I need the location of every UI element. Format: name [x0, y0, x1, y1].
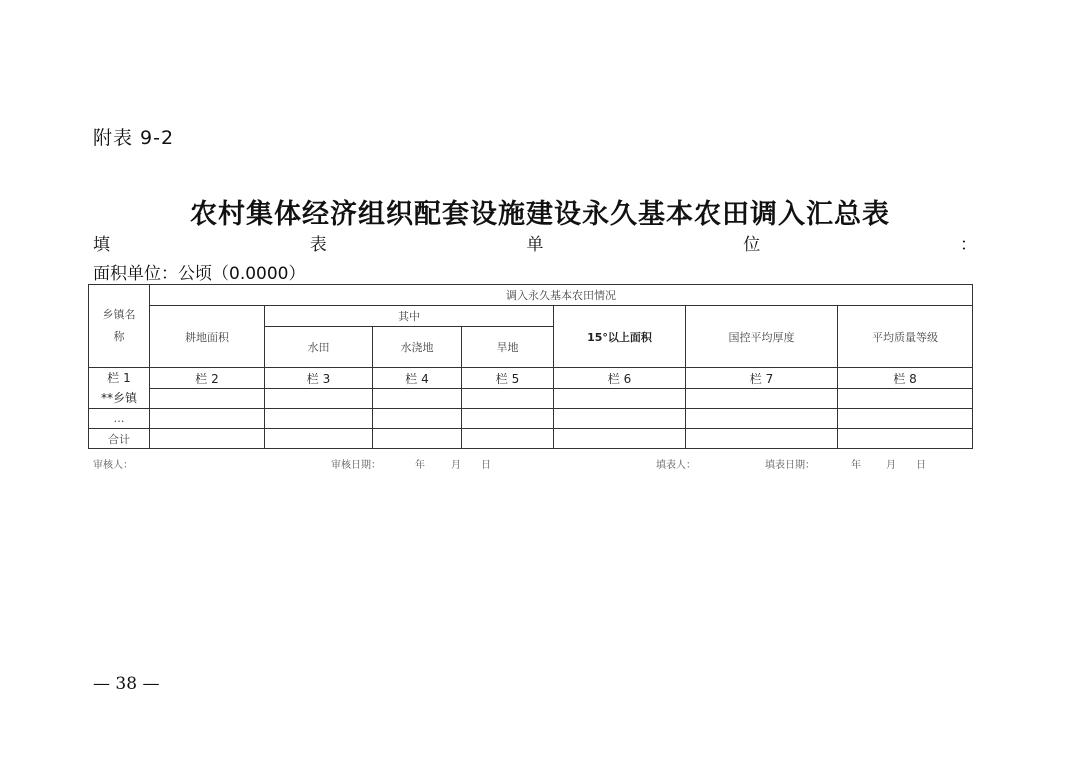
- irrigated-header: 水浇地: [373, 327, 462, 368]
- paddy-header: 水田: [265, 327, 373, 368]
- table-cell: [150, 429, 265, 449]
- column-number: 栏 5: [462, 368, 554, 389]
- dry-land-header: 旱地: [462, 327, 554, 368]
- table-cell: [265, 409, 373, 429]
- table-cell: [554, 389, 686, 409]
- fill-day: 日: [916, 460, 926, 471]
- table-cell: [373, 409, 462, 429]
- table-cell: [373, 389, 462, 409]
- fill-unit-char: 填: [93, 235, 110, 255]
- review-day: 日: [481, 460, 491, 471]
- transfer-in-header: 调入永久基本农田情况: [150, 285, 973, 306]
- slope-area-header: 15°以上面积: [554, 306, 686, 368]
- column-number: 栏 8: [838, 368, 973, 389]
- review-date-label: 审核日期：: [331, 460, 381, 471]
- table-cell: [686, 409, 838, 429]
- table-cell: [265, 429, 373, 449]
- total-row-label: 合计: [89, 429, 150, 449]
- table-cell: [686, 429, 838, 449]
- attachment-label: 附表 9-2: [93, 127, 175, 149]
- table-cell: [462, 389, 554, 409]
- column-number: 栏 1: [107, 371, 131, 385]
- fill-unit-char: 表: [309, 235, 327, 255]
- review-month: 月: [451, 460, 461, 471]
- column-number: 栏 6: [554, 368, 686, 389]
- table-cell: [373, 429, 462, 449]
- column-number: 栏 3: [265, 368, 373, 389]
- fill-month: 月: [886, 460, 896, 471]
- town-row-label: **乡镇: [100, 391, 137, 405]
- including-header: 其中: [265, 306, 554, 327]
- fill-date-label: 填表日期：: [765, 460, 815, 471]
- table-cell: [554, 429, 686, 449]
- table-cell: [150, 389, 265, 409]
- fill-unit-colon: ：: [960, 235, 977, 255]
- area-unit-note: 面积单位：公顷（0.0000）: [93, 264, 306, 284]
- page-number: — 38 —: [93, 674, 160, 694]
- column-number: 栏 7: [686, 368, 838, 389]
- town-name-header: 乡镇名称: [89, 285, 150, 368]
- town-cell: [89, 368, 150, 409]
- table-cell: [150, 409, 265, 429]
- filler-label: 填表人：: [656, 460, 696, 471]
- table-cell: [686, 389, 838, 409]
- fill-unit-line: [93, 230, 977, 255]
- table-cell: [265, 389, 373, 409]
- soil-thickness-header: 国控平均厚度: [686, 306, 838, 368]
- table-cell: [462, 409, 554, 429]
- table-cell: [838, 389, 973, 409]
- table-cell: [554, 409, 686, 429]
- column-number: 栏 2: [150, 368, 265, 389]
- table-cell: [838, 409, 973, 429]
- table-cell: [838, 429, 973, 449]
- quality-grade-header: 平均质量等级: [838, 306, 973, 368]
- fill-unit-char: 单: [526, 235, 544, 255]
- ellipsis-row-label: …: [89, 409, 150, 429]
- signature-footer: [93, 456, 977, 470]
- reviewer-label: 审核人：: [93, 460, 133, 471]
- fill-unit-char: 位: [743, 235, 761, 255]
- column-number: 栏 4: [373, 368, 462, 389]
- fill-year: 年: [851, 460, 861, 471]
- cultivated-area-header: 耕地面积: [150, 306, 265, 368]
- document-title: 农村集体经济组织配套设施建设永久基本农田调入汇总表: [190, 199, 890, 230]
- review-year: 年: [415, 460, 425, 471]
- summary-table: [88, 284, 973, 449]
- table-cell: [462, 429, 554, 449]
